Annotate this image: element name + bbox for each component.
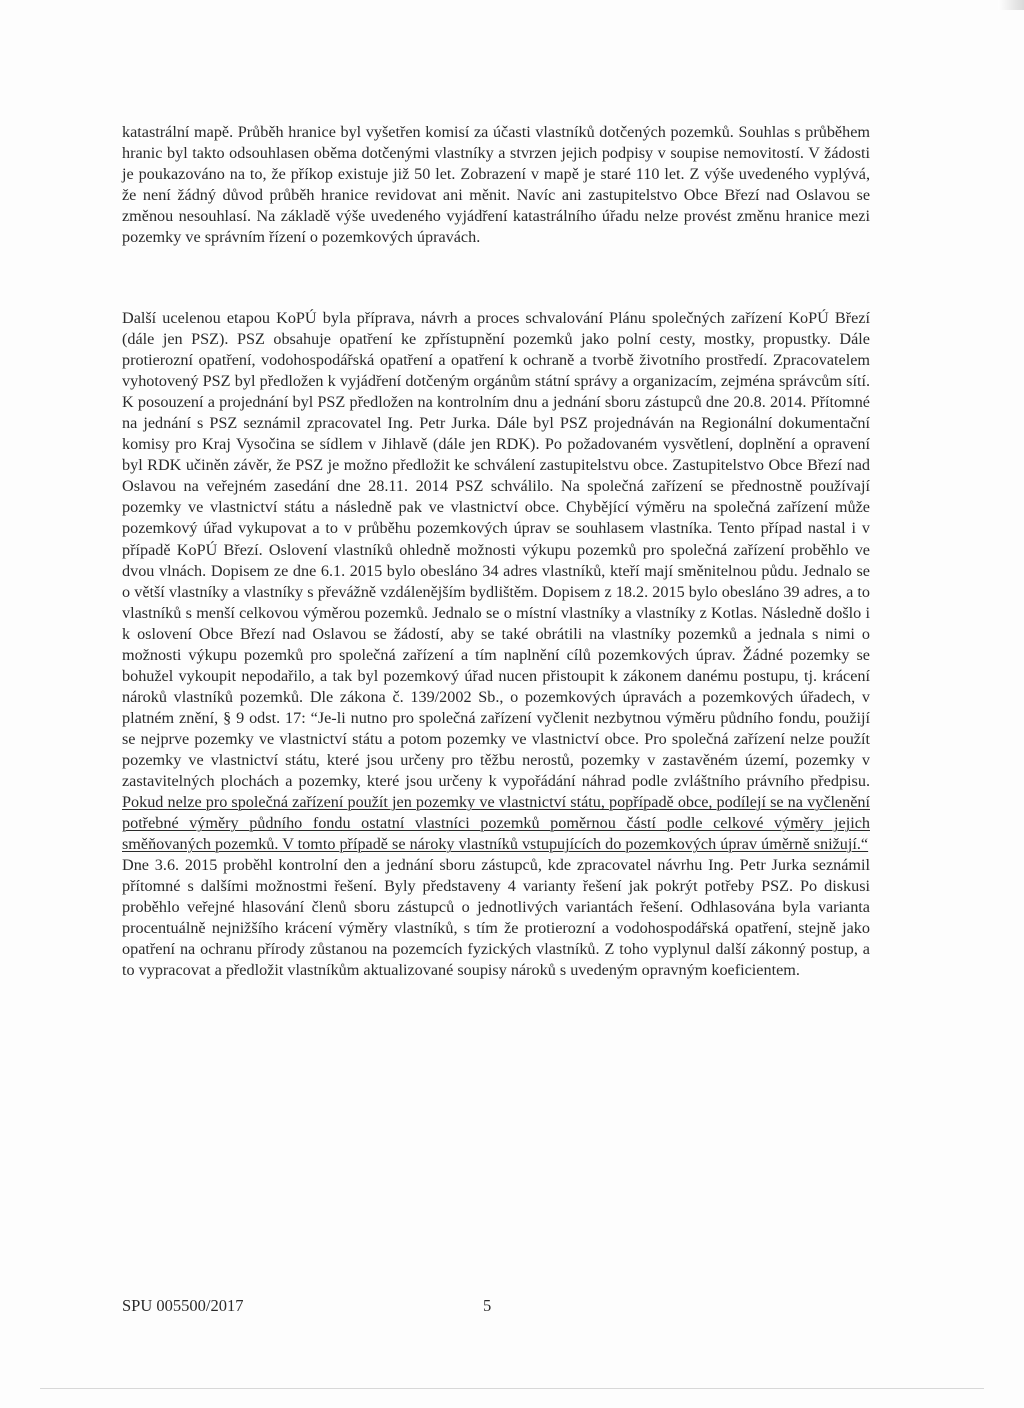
underlined-law-quote: Pokud nelze pro společná zařízení použít jen pozemky ve vlastnictví státu, popřípadě obce, podílejí se na vyčlenění potřebné výměry půdního fondu ostatní vlastníci pozemků poměrnou částí podle celkové výměry jejich směňovaných pozemků. V tomto případě se nároky vlastníků vstupujících do pozemkových úprav úměrně snižují.“ [122,793,870,854]
footer-page-number: 5 [483,1296,492,1315]
scan-bottom-line [40,1388,984,1389]
paragraph-text-start: Další ucelenou etapou KoPÚ byla příprava, návrh a proces schvalování Plánu společných zařízení KoPÚ Březí (dále jen PSZ). PSZ obsahuje opatření ke zpřístupnění pozemků jako polní cesty, mostky, propustky. Dále protierozní opatření, vodohospodářská opatření a opatření k ochraně a tvorbě životního prostředí. Zpracovatelem vyhotovený PSZ byl předložen k vyjádření dotčeným orgánům státní správy a organizacím, zejména správcům sítí. K posouzení a projednání byl PSZ předložen na kontrolním dnu a jednání sboru zástupců dne 20.8. 2014. Přítomné na jednání s PSZ seznámil zpracovatel Ing. Petr Jurka. Dále byl PSZ projednáván na Regionální dokumentační komisy pro Kraj Vysočina se sídlem v Jihlavě (dále jen RDK). Po požadovaném vysvětlení, doplnění a opravení byl RDK učiněn závěr, že PSZ je možno předložit ke schválení zastupitelstvu obce. Zastupitelstvo Obce Březí nad Oslavou na veřejném zasedání dne 28.11. 2014 PSZ schválilo. Na společná zařízení se přednostně používají pozemky ve vlastnictví státu a následně pak ve vlastnictví obce. Chybějící výměru na společná zařízení může pozemkový úřad vykupovat a to v průběhu pozemkových úprav se souhlasem vlastníka. Tento případ nastal i v případě KoPÚ Březí. Oslovení vlastníků ohledně možnosti výkupu pozemků pro společná zařízení proběhlo ve dvou vlnách. Dopisem ze dne 6.1. 2015 bylo obesláno 34 adres vlastníků, kteří mají směnitelnou půdu. Jednalo se o větší vlastníky a vlastníky s převážně vzdálenějším bydlištěm. Dopisem z 18.2. 2015 bylo obesláno 39 adres, a to vlastníků s menší celkovou výměrou pozemků. Jednalo se o místní vlastníky a vlastníky z Kotlas. Následně došlo i k oslovení Obce Březí nad Oslavou se žádostí, aby se také obrátili na vlastníky pozemků a jednala s nimi o možnosti výkupu pozemků pro společná zařízení a tím naplnění cílů pozemkových úprav. Žádné pozemky se bohužel vykoupit nepodařilo, a tak byl pozemkový úřad nucen přistoupit k zákonem danému postupu, tj. krácení nároků vlastníků pozemků. Dle zákona č. 139/2002 Sb., o pozemkových úpravách a pozemkových úřadech, v platném znění, § 9 odst. 17: “Je-li nutno pro společná zařízení vyčlenit nezbytnou výměru půdního fondu, použijí se nejprve pozemky ve vlastnictví státu a potom pozemky ve vlastnictví obce. Pro společná zařízení nelze použít pozemky ve vlastnictví státu, které jsou určeny pro těžbu nerostů, pozemky v zastavěném území, pozemky v zastavitelných plochách a pozemky, které jsou určeny k vypořádání náhrad podle zvláštního právního předpisu. [122,309,870,791]
paragraph-cadastral-boundary: katastrální mapě. Průběh hranice byl vyšetřen komisí za účasti vlastníků dotčených pozemků. Souhlas s průběhem hranic byl takto odsouhlasen oběma dotčenými vlastníky a stvrzen jejich podpisy v soupise nemovitostí. V žádosti je poukazováno na to, že příkop existuje již 50 let. Zobrazení v mapě je staré 110 let. Z výše uvedeného vyplývá, že není žádný důvod průběh hranice revidovat ani měnit. Navíc ani zastupitelstvo Obce Březí nad Oslavou se změnou nesouhlasí. Na základě výše uvedeného vyjádření katastrálního úřadu nelze provést změnu hranice mezi pozemky ve správním řízení o pozemkových úpravách. [122,123,870,247]
paragraph-common-facilities-plan [122,308,870,982]
paragraph-text-end: Dne 3.6. 2015 proběhl kontrolní den a jednání sboru zástupců, kde zpracovatel návrhu Ing. Petr Jurka seznámil přítomné s dalšími možnostmi řešení. Byly představeny 4 varianty řešení jak pokrýt potřeby PSZ. Po diskusi proběhlo veřejné hlasování členů sboru zástupců o jednotlivých variantách řešení. Odhlasována byla varianta procentuálně nejnižšího krácení výměry vlastníků, s tím že protierozní a vodohospodářská opatření, stejně jako opatření na ochranu přírody zůstanou na pozemcích fyzických vlastníků. Z toho vyplynul další zákonný postup, a to vypracovat a předložit vlastníkům aktualizované soupisy nároků s uvedeným opravným koeficientem. [122,856,870,980]
scan-corner-mark [998,0,1024,10]
footer-document-code: SPU 005500/2017 [122,1296,244,1315]
